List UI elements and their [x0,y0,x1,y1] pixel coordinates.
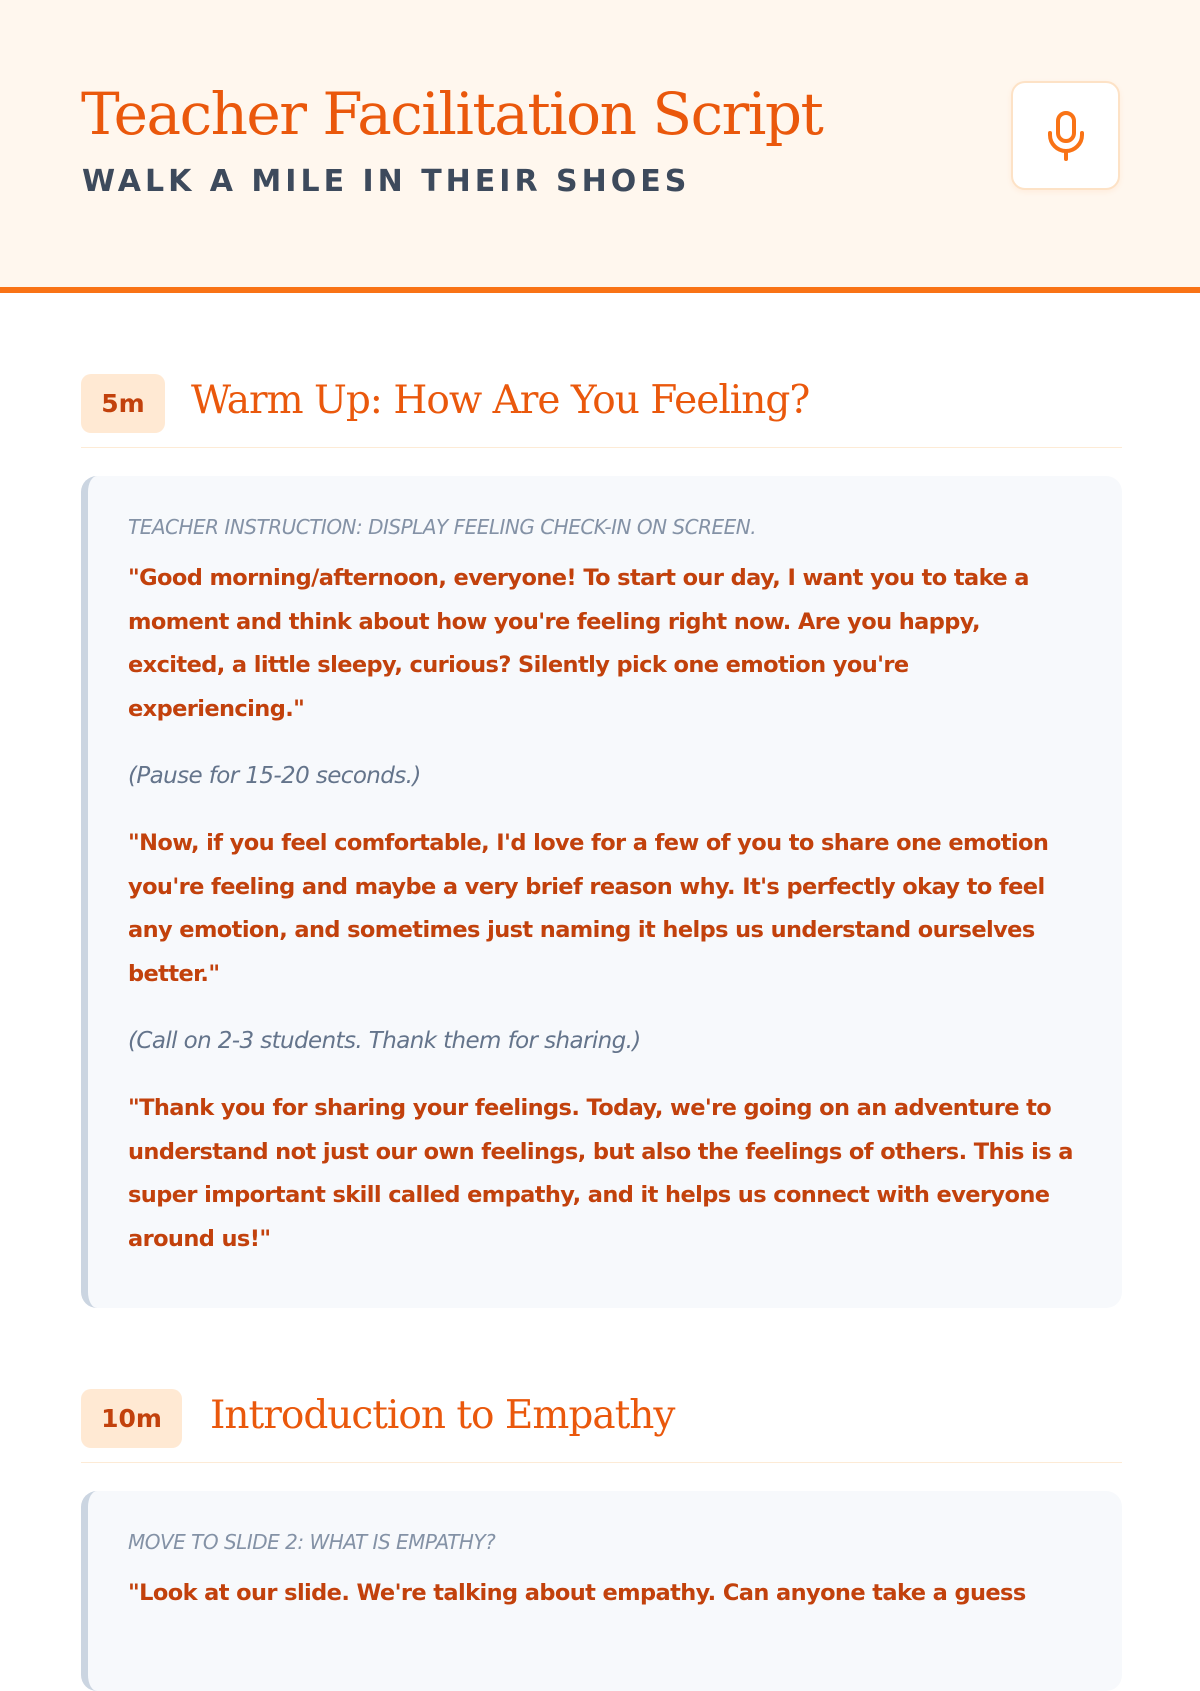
script-quote: "Thank you for sharing your feelings. Today, we're going on an adventure to understand not just our own feelings, but also the feelings of others. This is a super important skill called empathy, and it helps us connect with everyone around us!" [128,1095,1073,1252]
microphone-icon [1044,110,1088,162]
script-quote: "Now, if you feel comfortable, I'd love for a few of you to share one emotion you're feeling and maybe a very brief reason why. It's perfectly okay to feel any emotion, and sometimes just naming it helps us understand ourselves better." [128,830,1049,987]
page-subtitle: WALK A MILE IN THEIR SHOES [82,164,691,199]
microphone-button[interactable] [1011,81,1120,190]
section-title: Introduction to Empathy [210,1393,675,1438]
script-card-warm-up [81,476,1122,1308]
section-header-warm-up [81,374,1122,448]
duration-badge: 5m [81,374,165,433]
duration-badge: 10m [81,1389,182,1448]
page-title: Teacher Facilitation Script [81,80,823,148]
header [0,0,1200,293]
teacher-instruction: MOVE TO SLIDE 2: WHAT IS EMPATHY? [128,1530,496,1554]
script-card-introduction [81,1491,1122,1691]
teacher-instruction: TEACHER INSTRUCTION: DISPLAY FEELING CHECK-IN ON SCREEN. [128,515,757,539]
script-quote: "Good morning/afternoon, everyone! To start our day, I want you to take a moment and think about how you're feeling right now. Are you happy, excited, a little sleepy, curious? Silently pick one emotion you're experiencing." [128,565,1029,722]
stage-note: (Pause for 15-20 seconds.) [128,763,421,789]
script-quote: "Look at our slide. We're talking about empathy. Can anyone take a guess [128,1580,1026,1606]
section-title: Warm Up: How Are You Feeling? [191,378,810,423]
stage-note: (Call on 2-3 students. Thank them for sharing.) [128,1028,641,1054]
section-header-introduction [81,1389,1122,1463]
